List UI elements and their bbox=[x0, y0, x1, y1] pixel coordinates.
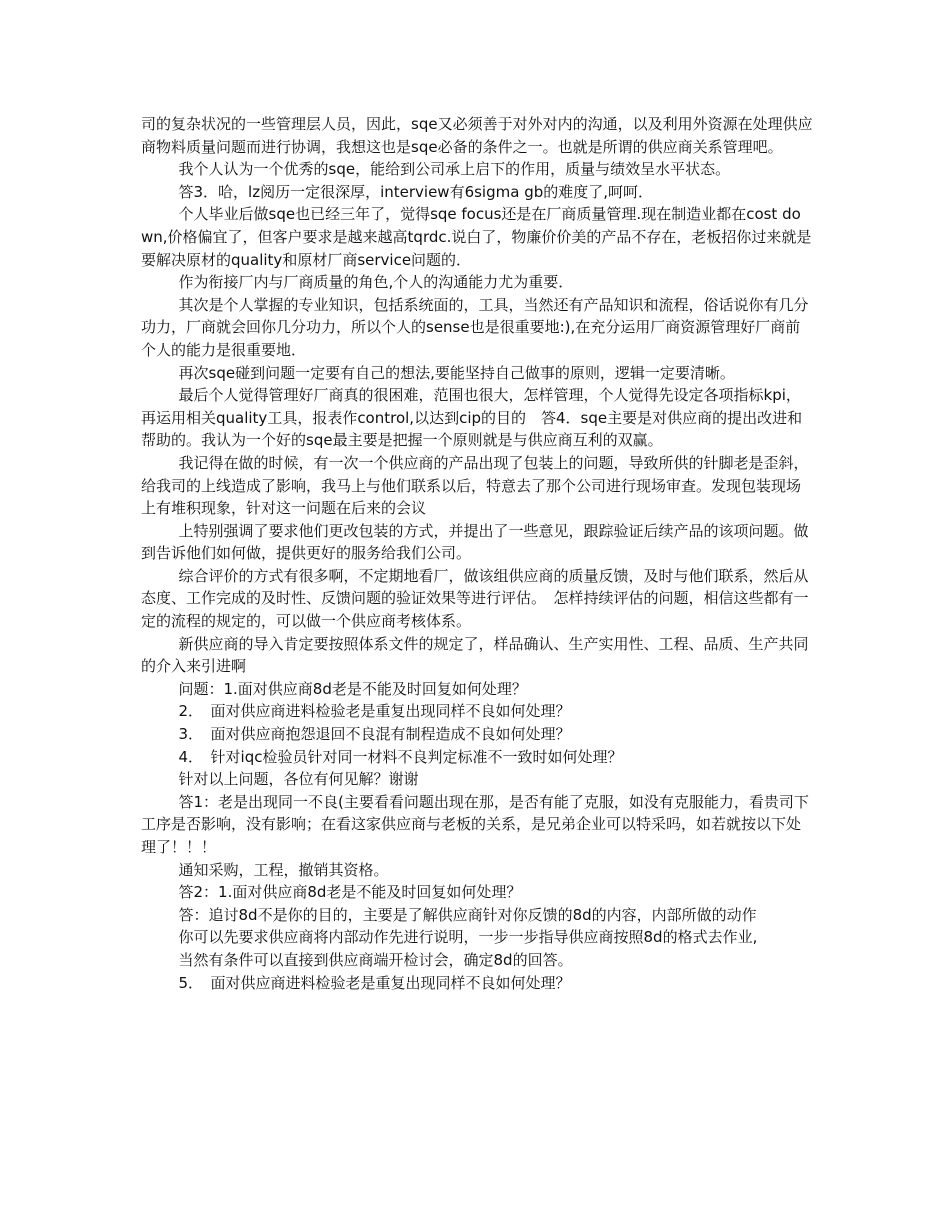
paragraph: 个人毕业后做sqe也已经三年了，觉得sqe focus还是在厂商质量管理.现在制造业都在cost down,价格偏宜了，但客户要求是越来越高tqrdc.说白了，物廉价价美的产品不存在，老板招你过来就是要解决原材的quality和原材厂商service问题的． bbox=[141, 205, 812, 269]
question-line: 问题：1.面对供应商8d老是不能及时回复如何处理？ bbox=[178, 679, 527, 698]
paragraph: 新供应商的导入肯定要按照体系文件的规定了，样品确认、生产实用性、工程、品质、生产共同的介入来引进啊 bbox=[141, 634, 809, 676]
paragraph: 其次是个人掌握的专业知识，包括系统面的，工具，当然还有产品知识和流程，俗话说你有几分功力，厂商就会回你几分功力，所以个人的sense也是很重要地:),在充分运用厂商资源管理好厂商前个人的能力是很重要地． bbox=[141, 295, 809, 359]
paragraph: 你可以先要求供应商将内部动作先进行说明，一步一步指导供应商按照8d的格式去作业, bbox=[178, 928, 758, 947]
paragraph: 上特别强调了要求他们更改包装的方式，并提出了一些意见，跟踪验证后续产品的该项问题。做到告诉他们如何做，提供更好的服务给我们公司。 bbox=[141, 521, 809, 563]
paragraph: 再次sqe碰到问题一定要有自己的想法,要能坚持自己做事的原则，逻辑一定要清晰。 bbox=[178, 363, 735, 382]
question-line: 5． 面对供应商进料检验老是重复出现同样不良如何处理？ bbox=[178, 973, 571, 992]
paragraph: 我个人认为一个优秀的sqe，能给到公司承上启下的作用，质量与绩效呈水平状态。 bbox=[178, 160, 731, 179]
document-body bbox=[141, 113, 813, 994]
paragraph: 答3．哈，lz阅历一定很深厚，interview有6sigma gb的难度了,呵呵． bbox=[178, 182, 654, 201]
question-line: 4． 针对iqc检验员针对同一材料不良判定标准不一致时如何处理？ bbox=[178, 747, 623, 766]
paragraph: 司的复杂状况的一些管理层人员，因此，sqe又必须善于对外对内的沟通，以及利用外资源在处理供应商物料质量问题而进行协调，我想这也是sqe必备的条件之一。也就是所谓的供应商关系管理吧。 bbox=[141, 115, 813, 156]
answer-paragraph: 答：追讨8d不是你的目的，主要是了解供应商针对你反馈的8d的内容，内部所做的动作 bbox=[178, 905, 757, 924]
question-line: 3． 面对供应商抱怨退回不良混有制程造成不良如何处理？ bbox=[178, 725, 571, 744]
paragraph: 最后个人觉得管理好厂商真的很困难，范围也很大，怎样管理，个人觉得先设定各项指标kpi，再运用相关quality工具，报表作control,以达到cip的目的 答4．sqe主要是对供应商的提出改进和帮助的。我认为一个好的sqe最主要是把握一个原则就是与供应商互利的双赢。 bbox=[141, 386, 803, 450]
paragraph: 通知采购，工程，撤销其资格。 bbox=[178, 860, 389, 879]
answer-paragraph: 答2：1.面对供应商8d老是不能及时回复如何处理？ bbox=[178, 883, 522, 902]
paragraph: 综合评价的方式有很多啊，不定期地看厂，做该组供应商的质量反馈，及时与他们联系，然后从态度、工作完成的及时性、反馈问题的验证效果等进行评估。 怎样持续评估的问题，相信这些都有一定的流程的规定的，可以做一个供应商考核体系。 bbox=[141, 566, 809, 631]
paragraph: 针对以上问题，各位有何见解？谢谢 bbox=[178, 770, 419, 789]
paragraph: 当然有条件可以直接到供应商端开检讨会，确定8d的回答。 bbox=[178, 950, 573, 969]
paragraph: 作为衔接厂内与厂商质量的角色,个人的沟通能力尤为重要． bbox=[178, 273, 574, 292]
answer-paragraph: 答1：老是出现同一不良(主要看看问题出现在那，是否有能了克服，如没有克服能力，看贵司下工序是否影响，没有影响；在看这家供应商与老板的关系，是兄弟企业可以特采吗，如若就按以下处理了！！！ bbox=[141, 792, 809, 856]
question-line: 2． 面对供应商进料检验老是重复出现同样不良如何处理？ bbox=[178, 702, 571, 721]
paragraph: 我记得在做的时候，有一次一个供应商的产品出现了包装上的问题，导致所供的针脚老是歪斜，给我司的上线造成了影响，我马上与他们联系以后，特意去了那个公司进行现场审查。发现包装现场上有堆积现象，针对这一问题在后来的会议 bbox=[141, 453, 809, 518]
